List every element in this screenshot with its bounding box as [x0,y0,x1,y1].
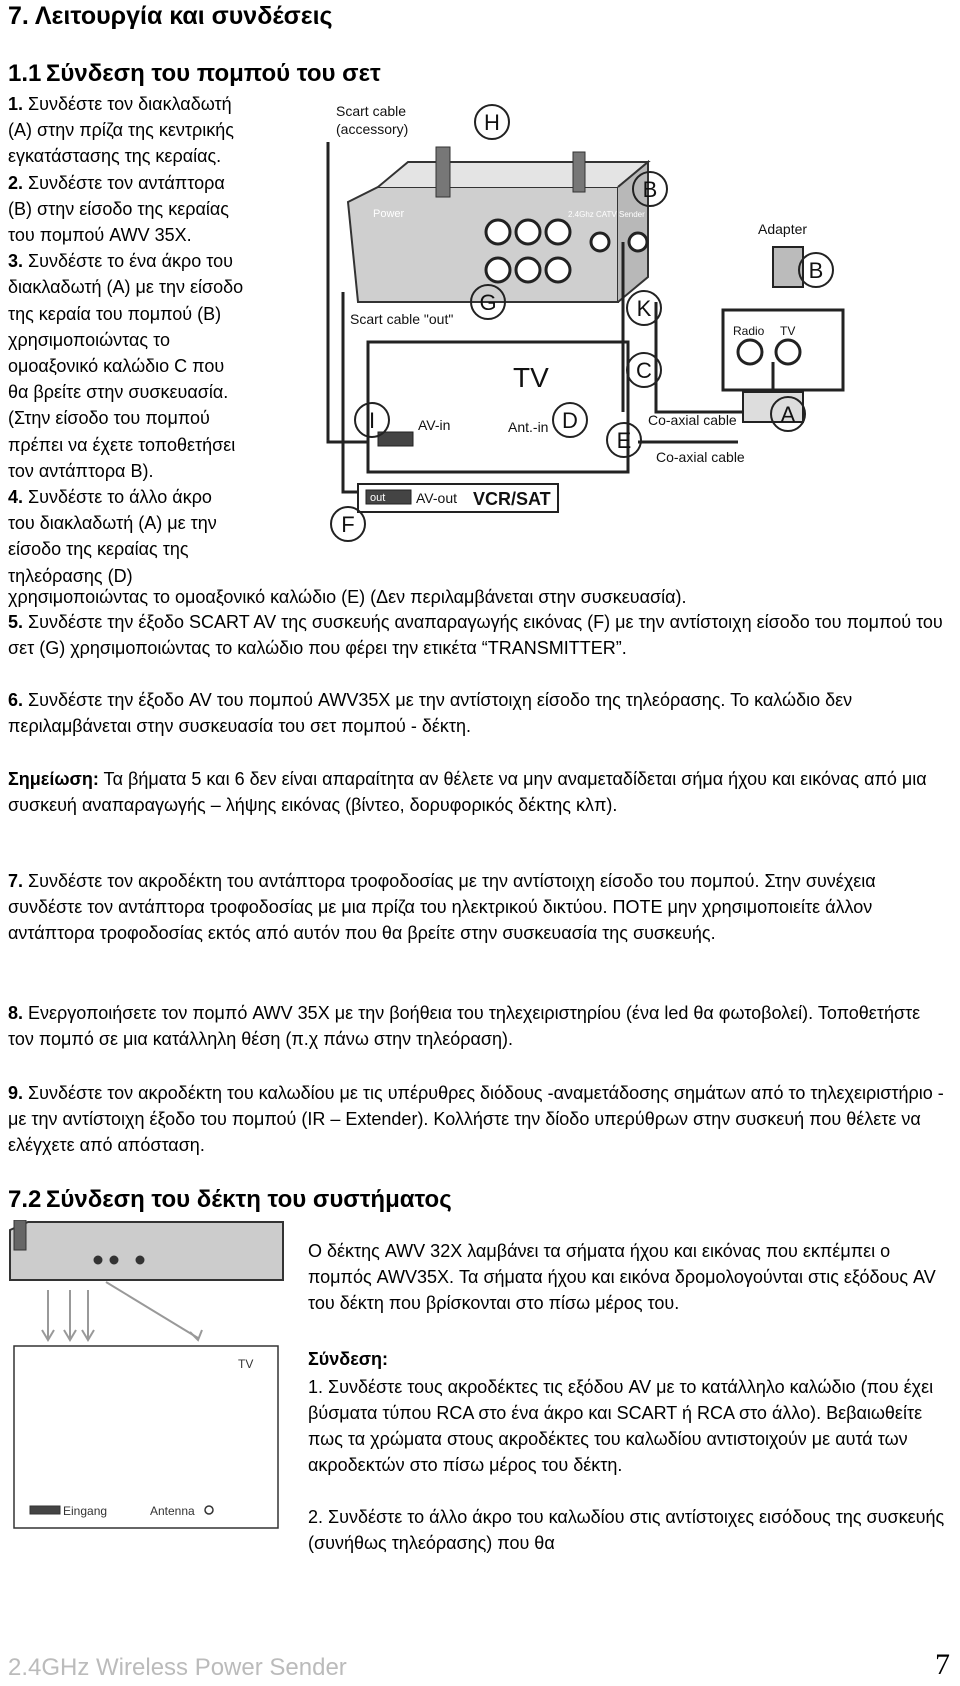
socket-tv-label: TV [780,324,796,338]
receiver-connection-diagram [8,1220,298,1530]
left-text-line [8,328,170,352]
line-text: εγκατάστασης της κεραίας. [8,146,222,167]
coaxial-cable-label-2: Co-axial cable [656,449,745,465]
note-label: Σημείωση: [8,769,99,789]
step-9-number: 9. [8,1083,24,1103]
line-text: (B) στην είσοδο της κεραίας [8,198,229,219]
label-e: E [616,428,632,453]
connection-step-2 [308,1504,948,1556]
step-9 [8,1080,948,1158]
note [8,766,948,818]
receiver-intro [308,1238,953,1316]
label-c: C [636,358,652,383]
left-text-line [8,171,225,195]
subsection-number: 1.1 [8,60,42,87]
line-text: του πομπού AWV 35X. [8,225,192,245]
vcr-sat-label: VCR/SAT [473,489,551,509]
subsection-title-7-1 [8,60,381,88]
left-text-line [8,564,133,588]
page-number: 7 [935,1648,950,1681]
left-text-line [8,354,224,378]
line-text: πρέπει να έχετε τοποθετήσει [8,434,236,455]
left-text-line [8,197,229,221]
line-text: τον αντάπτορα B). [8,460,154,481]
line-text: (Στην είσοδο του πομπού [8,408,210,429]
subsection-title-7-2 [8,1186,452,1214]
line-text: ομοαξονικό καλώδιο C που [8,356,225,376]
av-in-label: AV-in [418,417,451,433]
subsection-heading-2: Σύνδεση του δέκτη του συστήματος [46,1186,452,1213]
accessory-label: (accessory) [336,121,409,137]
label-b-adapter: B [808,258,824,283]
sender-label: 2.4Ghz CATV Sender [568,210,645,219]
left-text-line [8,459,153,483]
footer-product: 2.4GHz Wireless Power Sender [8,1654,347,1681]
left-text-line [8,249,233,273]
connection-step-1 [308,1374,948,1478]
left-text-line [8,302,221,326]
line-text: είσοδο της κεραίας της [8,539,189,560]
label-a: A [780,402,796,427]
step-9-text: Συνδέστε τον ακροδέκτη του καλωδίου με τις υπέρυθρες διόδους -αναμετάδοσης σημάτων από το τηλεχειριστήριο - με την αντίστοιχη έξοδο του πομπού (IR – Extender). Κολλήστε την δίοδο υπερύθρων στην συσκευή που θέλετε να ελέγχετε από απόσταση. [8,1083,944,1155]
step-8 [8,1000,948,1052]
note-text: Τα βήματα 5 και 6 δεν είναι απαραίτητα αν θέλετε να μην αναμεταδίδεται σήμα ήχου και εικόνας από μια συσκευή αναπαραγωγής – λήψης εικόνας (βίντεο, δορυφορικός δέκτης κλπ). [8,769,927,815]
left-text-line [8,380,228,404]
step-6-number: 6. [8,690,24,710]
left-text-line [8,537,189,561]
line-text: (A) στην πρίζα της κεντρικής [8,120,234,141]
line-text: θα βρείτε στην συσκευασία. [8,382,229,403]
scart-cable-label: Scart cable [336,103,407,119]
step-7 [8,868,948,946]
scart-out-label: Scart cable "out" [350,311,454,327]
line-text: Συνδέστε τον αντάπτορα [23,172,225,193]
step-number: 2. [8,172,24,193]
antenna-label: Antenna [150,1504,195,1518]
subsection-number-2: 7.2 [8,1186,42,1213]
label-b: B [642,177,658,202]
step-number: 4. [8,487,24,507]
step-number: 3. [8,251,24,272]
left-text-line [8,223,192,247]
step-5 [8,609,948,661]
step-6-text: Συνδέστε την έξοδο AV του πομπού AWV35X με την αντίστοιχη είσοδο της τηλεόρασης. Το καλώδιο δεν περιλαμβάνεται στην συσκευασία του σετ πομπού - δέκτη. [8,690,853,736]
line-text: διακλαδωτή (A) με την είσοδο [8,277,244,298]
step-7-text: Συνδέστε τον ακροδέκτη του αντάπτορα τροφοδοσίας με την αντίστοιχη είσοδο του πομπού. Στην συνέχεια συνδέστε τον αντάπτορα τροφοδοσίας με μια πρίζα του ηλεκτρικού δικτύου. ΠΟΤΕ μην χρησιμοποιείτε άλλον αντάπτορα τροφοδοσίας εκτός από αυτόν που θα βρείτε στην συσκευασία της συσκευής. [8,871,876,943]
ant-in-label: Ant.-in [508,419,549,435]
label-k: K [636,296,652,321]
line-text: της κεραία του πομπού (B) [8,303,222,324]
subsection-heading: Σύνδεση του πομπού του σετ [46,60,381,87]
line-text: Συνδέστε τον διακλαδωτή [23,94,232,114]
line-text: Συνδέστε το άλλο άκρο [23,487,212,507]
tv-label-2: TV [238,1357,254,1371]
connection-label: Σύνδεση: [308,1349,389,1369]
step-6 [8,687,948,739]
line-text: τηλεόρασης (D) [8,565,133,586]
adapter-label: Adapter [758,221,808,237]
label-g: G [479,290,497,315]
socket-radio-label: Radio [733,324,765,338]
step-8-text: Ενεργοποιήσετε τον πομπό AWV 35X με την βοήθεια του τηλεχειριστηρίου (ένα led θα φωτοβολεί). Τοποθετήστε τον πομπό σε μια κατάλληλη θέση (π.χ πάνω στην τηλεόραση). [8,1003,921,1049]
connection-step-1-text: 1. Συνδέστε τους ακροδέκτες τις εξόδου AV με το κατάλληλο καλώδιο (που έχει βύσματα τύπου RCA στο ένα άκρο και SCART ή RCA στο άλλο). Βεβαιωθείτε πως τα χρώματα στους ακροδέκτες του καλωδίου αντιστοιχούν με αυτά των ακροδεκτών στο πίσω μέρος του δέκτη. [308,1377,934,1475]
transmitter-connection-diagram [318,92,910,564]
label-i: I [368,408,376,433]
label-f: F [341,512,355,537]
step-5-number: 5. [8,612,24,632]
line-text: Συνδέστε το ένα άκρο του [23,251,233,272]
av-out-label: AV-out [416,490,457,506]
left-text-line [8,92,232,116]
left-text-line [8,433,235,457]
full-line: χρησιμοποιώντας το ομοαξονικό καλώδιο (E) (Δεν περιλαμβάνεται στην συσκευασία). [8,587,687,607]
step-5-text: Συνδέστε την έξοδο SCART AV της συσκευής αναπαραγωγής εικόνας (F) με την αντίστοιχη είσοδο του πομπού του σετ (G) χρησιμοποιώντας το καλώδιο που φέρει την ετικέτα “TRANSMITTER”. [8,612,943,658]
left-text-line [8,275,243,299]
left-text-line [8,511,217,535]
out-tag: out [370,492,386,504]
coaxial-cable-label-1: Co-axial cable [648,412,737,428]
step-number: 1. [8,94,24,114]
label-d: D [562,408,578,433]
connection-step-2-text: 2. Συνδέστε το άλλο άκρο του καλωδίου στις αντίστοιχες εισόδους της συσκευής (συνήθως τηλεόρασης) που θα [308,1507,945,1553]
line-text: χρησιμοποιώντας το [8,329,170,350]
section-title: 7. Λειτουργία και συνδέσεις [8,2,333,30]
line-text: του διακλαδωτή (A) με την [8,513,217,534]
step-8-number: 8. [8,1003,24,1023]
step-7-number: 7. [8,871,24,891]
left-text-line [8,485,212,509]
left-text-line [8,406,210,430]
left-text-line [8,144,221,168]
label-h: H [484,110,500,135]
left-text-line [8,118,234,142]
power-label: Power [373,208,405,220]
tv-label: TV [513,362,549,393]
receiver-intro-text: Ο δέκτης AWV 32X λαμβάνει τα σήματα ήχου και εικόνας που εκπέμπει ο πομπός AWV35X. Τα σήματα ήχου και εικόνα δρομολογούνται στις εξόδους AV του δέκτη που βρίσκονται στο πίσω μέρος του. [308,1241,936,1313]
eingang-label: Eingang [63,1504,108,1518]
